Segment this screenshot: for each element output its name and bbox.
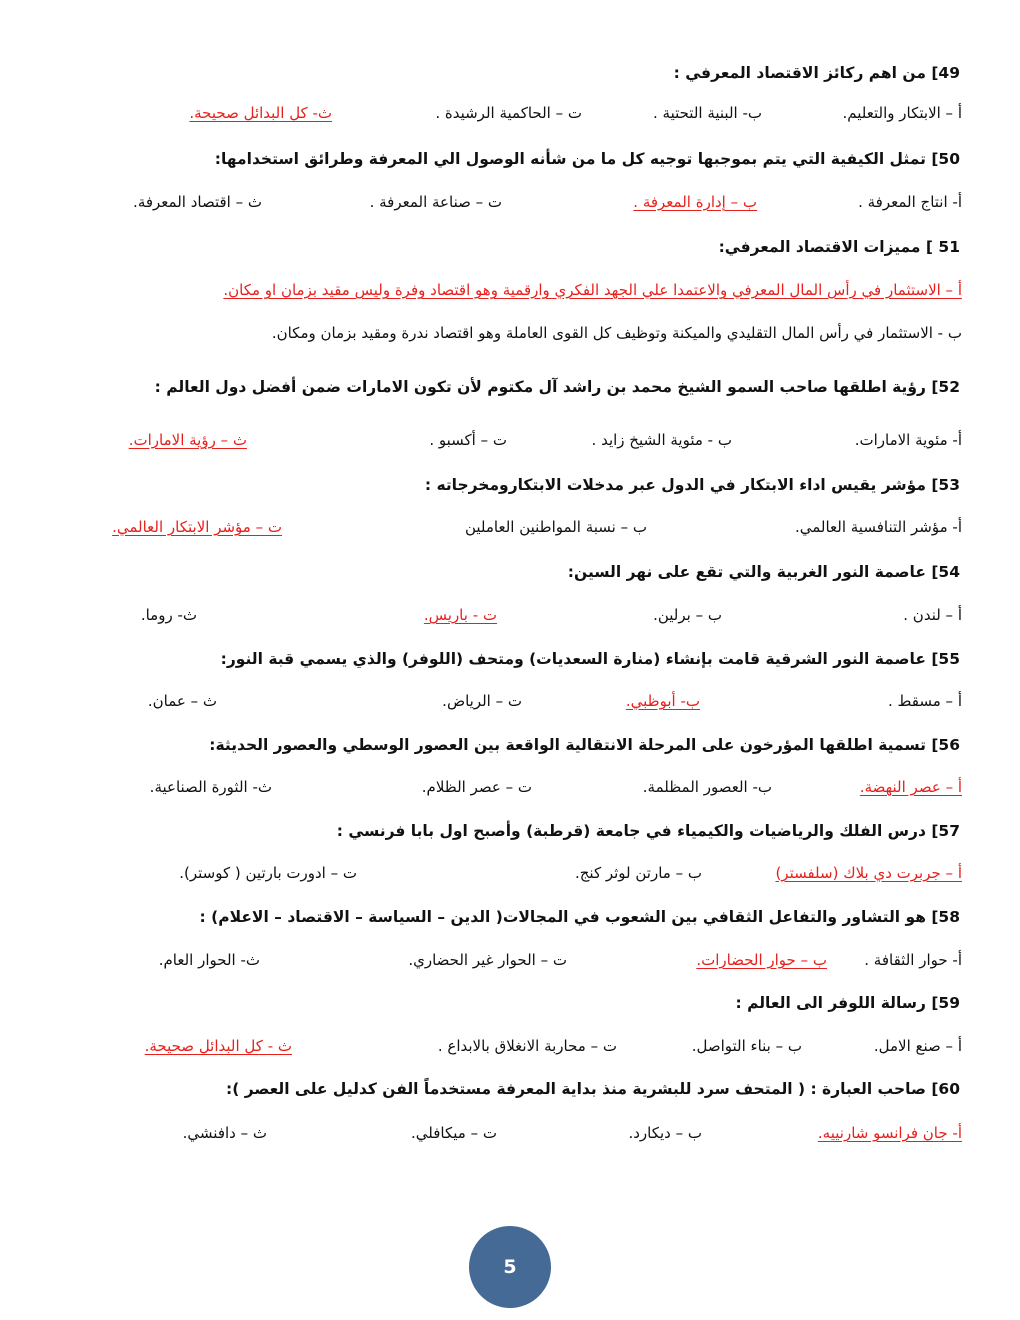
question-text: هو التشاور والتفاعل الثقافي بين الشعوب في المجالات( الدين – السياسة – الاقتصاد – الاعلام) : <box>199 908 926 926</box>
question-text: تسمية اطلقها المؤرخون على المرحلة الانتقالية الواقعة بين العصور الوسطي والعصور الحديثة: <box>209 736 926 754</box>
options-53 <box>50 518 962 544</box>
question-number: 57 <box>938 822 960 840</box>
correct-option: ب – إدارة المعرفة . <box>633 193 757 211</box>
question-text: رؤية اطلقها صاحب السمو الشيخ محمد بن راشد آل مكتوم لأن تكون الامارات ضمن أفضل دول العالم : <box>154 378 926 396</box>
page-number-badge <box>469 1226 551 1308</box>
option: ب – نسبة المواطنين العاملين <box>464 518 647 536</box>
question-51 <box>719 238 960 256</box>
question-55: 55] عاصمة النور الشرقية قامت بإنشاء (منارة السعديات) ومتحف (اللوفر) والذي يسمي قبة النور: <box>220 650 960 668</box>
option: ب – بناء التواصل. <box>691 1037 802 1055</box>
option: ت – الحاكمية الرشيدة . <box>435 104 582 122</box>
option: ث – اقتصاد المعرفة. <box>133 193 262 211</box>
question-58: 58] هو التشاور والتفاعل الثقافي بين الشعوب في المجالات( الدين – السياسة – الاقتصاد – الاعلام) : <box>199 908 960 926</box>
correct-option: ث- كل البدائل صحيحة. <box>189 104 332 122</box>
correct-option: أ – الاستثمار في رأس المال المعرفي والاعتمدا علي الجهد الفكري وارقمية وهو اقتصاد وفرة وليس مقيد بزمان او مكان. <box>223 281 962 299</box>
question-text: تمثل الكيفية التي يتم بموجبها توجيه كل ما من شأنه الوصول الي المعرفة وطرائق استخدامها: <box>214 150 926 168</box>
options-59 <box>50 1037 962 1063</box>
options-52 <box>50 431 962 457</box>
option: ب - مئوية الشيخ زايد . <box>591 431 732 449</box>
question-number: 55 <box>938 650 960 668</box>
correct-option: ث – رؤية الامارات. <box>128 431 247 449</box>
option: ت – أكسبو . <box>429 431 507 449</box>
question-text: صاحب العبارة : ( المتحف سرد للبشرية منذ بداية المعرفة مستخدماً الفن كدليل على العصر ): <box>226 1080 926 1098</box>
correct-option: ت – مؤشر الابتكار العالمي. <box>112 518 282 536</box>
correct-option: أ- جان فرانسو شارنييه. <box>817 1124 962 1142</box>
option: أ- حوار الثقافة . <box>864 951 962 969</box>
option: ث- الثورة الصناعية. <box>149 778 272 796</box>
question-52: 52] رؤية اطلقها صاحب السمو الشيخ محمد بن راشد آل مكتوم لأن تكون الامارات ضمن أفضل دول العالم : <box>154 378 960 396</box>
option: ب- البنية التحتية . <box>652 104 762 122</box>
question-54: 54] عاصمة النور الغربية والتي تقع على نهر السين: <box>567 563 960 581</box>
option: ث- روما. <box>140 606 197 624</box>
option: أ- مؤشر التنافسية العالمي. <box>794 518 962 536</box>
question-49: 49] من اهم ركائز الاقتصاد المعرفي : <box>673 64 960 82</box>
options-54 <box>50 606 962 632</box>
option: ت – ادورت بارتين ( كوستر). <box>179 864 357 882</box>
correct-option: ب- أبوظبي. <box>625 692 700 710</box>
option: ب - الاستثمار في رأس المال التقليدي والميكنة وتوظيف كل القوى العاملة وهو اقتصاد ندرة ومقيد بزمان ومكان. <box>271 324 962 342</box>
question-number: 54 <box>938 563 960 581</box>
question-number: 53 <box>938 476 960 494</box>
question-number: 52 <box>938 378 960 396</box>
option: أ- مئوية الامارات. <box>854 431 962 449</box>
question-50: 50] تمثل الكيفية التي يتم بموجبها توجيه كل ما من شأنه الوصول الي المعرفة وطرائق استخدامها: <box>214 150 960 168</box>
question-57: 57] درس الفلك والرياضيات والكيمياء في جامعة (قرطبة) وأصبح اول بابا فرنسي : <box>336 822 960 840</box>
options-49 <box>50 104 962 130</box>
option: أ – مسقط . <box>888 692 962 710</box>
page-number: 5 <box>503 1256 517 1278</box>
option: ت – ميكافلي. <box>411 1124 497 1142</box>
question-number: 50 <box>938 150 960 168</box>
options-50 <box>50 193 962 219</box>
option: أ – لندن . <box>903 606 962 624</box>
option: ت – عصر الظلام. <box>421 778 532 796</box>
option: ب – مارتن لوثر كنج. <box>574 864 702 882</box>
question-text: رسالة اللوفر الى العالم : <box>735 994 926 1012</box>
options-60 <box>50 1124 962 1150</box>
options-57 <box>50 864 962 890</box>
correct-option: أ – عصر النهضة. <box>859 778 962 796</box>
question-number: 58 <box>938 908 960 926</box>
option: ب- العصور المظلمة. <box>642 778 772 796</box>
question-number: 60 <box>938 1080 960 1098</box>
question-56: 56] تسمية اطلقها المؤرخون على المرحلة الانتقالية الواقعة بين العصور الوسطي والعصور الحديثة: <box>209 736 960 754</box>
question-53: 53] مؤشر يقيس اداء الابتكار في الدول عبر مدخلات الابتكارومخرجاته : <box>424 476 960 494</box>
option: ب – ديكارد. <box>628 1124 702 1142</box>
option: ت – الحوار غير الحضاري. <box>408 951 567 969</box>
option: ت – صناعة المعرفة . <box>369 193 502 211</box>
question-number: 56 <box>938 736 960 754</box>
question-text: ] مميزات الاقتصاد المعرفي: <box>718 238 934 256</box>
question-text: درس الفلك والرياضيات والكيمياء في جامعة (قرطبة) وأصبح اول بابا فرنسي : <box>336 822 926 840</box>
option: ث- الحوار العام. <box>158 951 260 969</box>
option: ث – عمان. <box>147 692 217 710</box>
option: ت – الرياض. <box>442 692 522 710</box>
question-number: 59 <box>938 994 960 1012</box>
question-text: عاصمة النور الشرقية قامت بإنشاء (منارة السعديات) ومتحف (اللوفر) والذي يسمي قبة النور: <box>220 650 926 668</box>
option: ب – برلين. <box>653 606 722 624</box>
option: أ – صنع الامل. <box>873 1037 962 1055</box>
question-number: 49 <box>938 64 960 82</box>
option: أ – الابتكار والتعليم. <box>842 104 962 122</box>
options-58 <box>50 951 962 977</box>
options-56 <box>50 778 962 804</box>
correct-option: ب – حوار الحضارات. <box>696 951 827 969</box>
question-text: عاصمة النور الغربية والتي تقع على نهر السين: <box>567 563 926 581</box>
option: أ- انتاج المعرفة . <box>858 193 962 211</box>
question-60: 60] صاحب العبارة : ( المتحف سرد للبشرية منذ بداية المعرفة مستخدماً الفن كدليل على العصر ): <box>226 1080 960 1098</box>
correct-option: أ – جربرت دي بلاك (سلفستر) <box>775 864 962 882</box>
question-59: 59] رسالة اللوفر الى العالم : <box>735 994 960 1012</box>
option: ث – دافنشي. <box>182 1124 267 1142</box>
question-text: من اهم ركائز الاقتصاد المعرفي : <box>673 64 926 82</box>
correct-option: ث - كل البدائل صحيحة. <box>144 1037 292 1055</box>
correct-option: ت - باريس. <box>423 606 497 624</box>
question-number: 51 <box>938 238 960 256</box>
question-text: مؤشر يقيس اداء الابتكار في الدول عبر مدخلات الابتكارومخرجاته : <box>424 476 926 494</box>
options-55 <box>50 692 962 718</box>
option: ت – محاربة الانغلاق بالابداع . <box>437 1037 617 1055</box>
